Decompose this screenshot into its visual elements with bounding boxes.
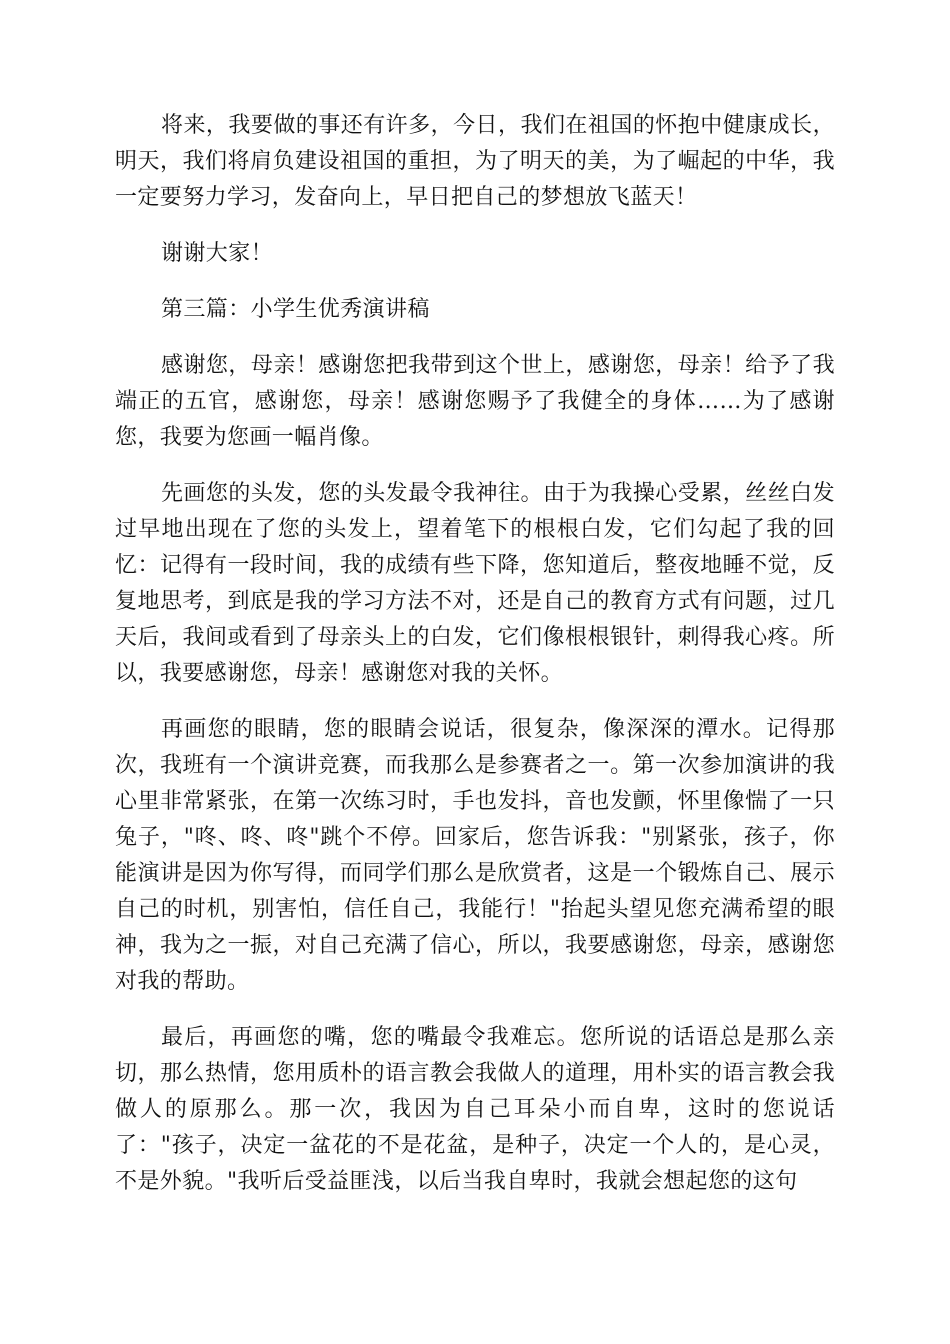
paragraph-thanks-all: 谢谢大家！ [161, 241, 274, 266]
paragraph-thanks-mother: 感谢您，母亲！感谢您把我带到这个世上，感谢您，母亲！给予了我端正的五官，感谢您，母亲！感谢您赐予了我健全的身体……为了感谢您，我要为您画一幅肖像。 [115, 353, 835, 450]
paragraph-future-dream: 将来，我要做的事还有许多，今日，我们在祖国的怀抱中健康成长，明天，我们将肩负建设祖国的重担，为了明天的美，为了崛起的中华，我一定要努力学习，发奋向上，早日把自己的梦想放飞蓝天！ [115, 113, 835, 210]
section-heading: 第三篇：小学生优秀演讲稿 [161, 297, 430, 322]
paragraph-mouth: 最后，再画您的嘴，您的嘴最令我难忘。您所说的话语总是那么亲切，那么热情，您用质朴的语言教会我做人的道理，用朴实的语言教会我做人的原那么。那一次，我因为自己耳朵小而自卑，这时的您说话了："孩子，决定一盆花的不是花盆，是种子，决定一个人的，是心灵，不是外貌。"我听后受益匪浅，以后当我自卑时，我就会想起您的这句 [115, 1025, 835, 1194]
paragraph-hair: 先画您的头发，您的头发最令我神往。由于为我操心受累，丝丝白发过早地出现在了您的头发上，望着笔下的根根白发，它们勾起了我的回忆：记得有一段时间，我的成绩有些下降，您知道后，整夜地睡不觉，反复地思考，到底是我的学习方法不对，还是自己的教育方式有问题，过几天后，我间或看到了母亲头上的白发，它们像根根银针，刺得我心疼。所以，我要感谢您，母亲！感谢您对我的关怀。 [115, 481, 835, 686]
paragraph-eyes: 再画您的眼睛，您的眼睛会说话，很复杂，像深深的潭水。记得那次，我班有一个演讲竞赛，而我那么是参赛者之一。第一次参加演讲的我心里非常紧张，在第一次练习时，手也发抖，音也发颤，怀里像惴了一只兔子，"咚、咚、咚"跳个不停。回家后，您告诉我："别紧张，孩子，你能演讲是因为你写得，而同学们那么是欣赏者，这是一个锻炼自己、展示自己的时机，别害怕，信任自己，我能行！"抬起头望见您充满希望的眼神，我为之一振，对自己充满了信心，所以，我要感谢您，母亲，感谢您对我的帮助。 [115, 717, 835, 994]
document-body [115, 108, 835, 1200]
